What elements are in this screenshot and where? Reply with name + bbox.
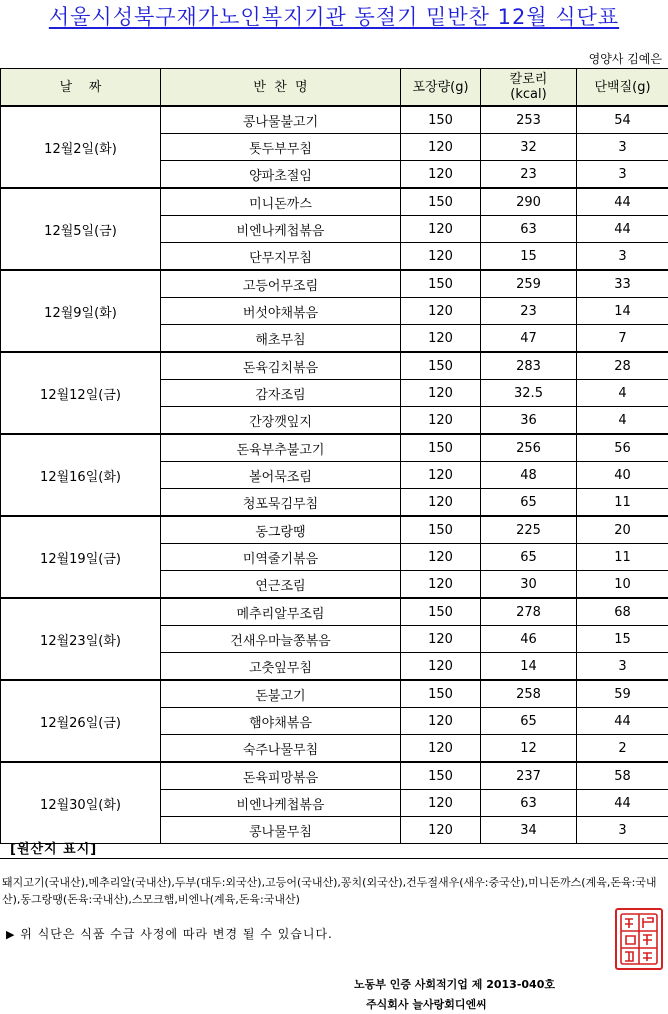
portion-cell: 120	[401, 735, 481, 763]
date-cell: 12월19일(금)	[1, 516, 161, 598]
dish-cell: 볼어묵조림	[161, 462, 401, 489]
protein-cell: 2	[577, 735, 668, 763]
calorie-cell: 15	[481, 243, 577, 271]
arrow-icon: ▶	[6, 928, 16, 941]
portion-cell: 150	[401, 762, 481, 790]
dish-cell: 비엔나케첩볶음	[161, 216, 401, 243]
calorie-cell: 225	[481, 516, 577, 544]
portion-cell: 120	[401, 216, 481, 243]
calorie-cell: 258	[481, 680, 577, 708]
calorie-cell: 253	[481, 106, 577, 134]
calorie-cell: 32	[481, 134, 577, 161]
dish-cell: 버섯야채볶음	[161, 298, 401, 325]
dish-cell: 감자조림	[161, 380, 401, 407]
table-row	[1, 106, 668, 134]
protein-cell: 3	[577, 653, 668, 681]
table-row	[1, 352, 668, 380]
portion-cell: 120	[401, 380, 481, 407]
header-date: 날 짜	[1, 69, 161, 107]
dish-cell: 청포묵김무침	[161, 489, 401, 517]
protein-cell: 4	[577, 380, 668, 407]
calorie-cell: 278	[481, 598, 577, 626]
protein-cell: 44	[577, 708, 668, 735]
menu-table	[0, 68, 668, 844]
dish-cell: 양파초절임	[161, 161, 401, 189]
protein-cell: 28	[577, 352, 668, 380]
portion-cell: 150	[401, 270, 481, 298]
portion-cell: 150	[401, 598, 481, 626]
portion-cell: 120	[401, 708, 481, 735]
portion-cell: 120	[401, 134, 481, 161]
header-calorie	[481, 69, 577, 107]
portion-cell: 150	[401, 434, 481, 462]
origin-divider	[0, 858, 668, 859]
date-cell: 12월16일(화)	[1, 434, 161, 516]
portion-cell: 150	[401, 188, 481, 216]
protein-cell: 20	[577, 516, 668, 544]
dish-cell: 단무지무침	[161, 243, 401, 271]
protein-cell: 10	[577, 571, 668, 599]
calorie-cell: 63	[481, 790, 577, 817]
date-cell: 12월5일(금)	[1, 188, 161, 270]
protein-cell: 4	[577, 407, 668, 435]
table-header-row	[1, 69, 668, 107]
dish-cell: 연근조림	[161, 571, 401, 599]
calorie-cell: 237	[481, 762, 577, 790]
table-row	[1, 516, 668, 544]
portion-cell: 120	[401, 817, 481, 844]
dish-cell: 돈육김치볶음	[161, 352, 401, 380]
date-cell: 12월2일(화)	[1, 106, 161, 188]
header-calorie-line1: 칼로리	[509, 72, 548, 87]
portion-cell: 120	[401, 544, 481, 571]
dish-cell: 돈불고기	[161, 680, 401, 708]
protein-cell: 3	[577, 161, 668, 189]
table-row	[1, 680, 668, 708]
protein-cell: 40	[577, 462, 668, 489]
calorie-cell: 47	[481, 325, 577, 353]
calorie-cell: 14	[481, 653, 577, 681]
notice	[6, 925, 333, 942]
portion-cell: 120	[401, 298, 481, 325]
calorie-cell: 30	[481, 571, 577, 599]
page-title: 서울시성북구재가노인복지기관 동절기 밑반찬 12월 식단표	[48, 5, 620, 29]
menu-body	[1, 106, 668, 844]
calorie-cell: 256	[481, 434, 577, 462]
table-row	[1, 434, 668, 462]
protein-cell: 33	[577, 270, 668, 298]
protein-cell: 54	[577, 106, 668, 134]
table-row	[1, 270, 668, 298]
protein-cell: 44	[577, 188, 668, 216]
date-cell: 12월23일(화)	[1, 598, 161, 680]
notice-text: 위 식단은 식품 수급 사정에 따라 변경 될 수 있습니다.	[20, 927, 333, 941]
dish-cell: 간장깻잎지	[161, 407, 401, 435]
header-dish: 반 찬 명	[161, 69, 401, 107]
origin-text: 돼지고기(국내산),메추리알(국내산),두부(대두:외국산),고등어(국내산),꽁치(외국산),건두절새우(새우:중국산),미니돈까스(계육,돈육:국내산),동그랑땡(돈육:국내산),스모크햄,비엔나(계육,돈육:국내산)	[2, 876, 657, 906]
portion-cell: 150	[401, 106, 481, 134]
portion-cell: 120	[401, 653, 481, 681]
protein-cell: 44	[577, 790, 668, 817]
seal-icon	[617, 910, 661, 968]
calorie-cell: 48	[481, 462, 577, 489]
calorie-cell: 23	[481, 298, 577, 325]
portion-cell: 120	[401, 489, 481, 517]
portion-cell: 120	[401, 161, 481, 189]
dish-cell: 미역줄기볶음	[161, 544, 401, 571]
calorie-cell: 259	[481, 270, 577, 298]
dietitian-name: 영양사 김예은	[588, 52, 662, 66]
protein-cell: 3	[577, 134, 668, 161]
dish-cell: 콩나물무침	[161, 817, 401, 844]
portion-cell: 120	[401, 790, 481, 817]
calorie-cell: 46	[481, 626, 577, 653]
dish-cell: 고춧잎무침	[161, 653, 401, 681]
origin-title: [원산지 표시]	[10, 842, 98, 857]
calorie-cell: 23	[481, 161, 577, 189]
table-row	[1, 188, 668, 216]
calorie-cell: 36	[481, 407, 577, 435]
protein-cell: 3	[577, 243, 668, 271]
calorie-cell: 290	[481, 188, 577, 216]
protein-cell: 56	[577, 434, 668, 462]
calorie-cell: 65	[481, 489, 577, 517]
header-calorie-line2: (kcal)	[510, 87, 547, 102]
dish-cell: 메추리알무조림	[161, 598, 401, 626]
dish-cell: 돈육부추불고기	[161, 434, 401, 462]
protein-cell: 11	[577, 544, 668, 571]
protein-cell: 3	[577, 817, 668, 844]
dish-cell: 건새우마늘쫑볶음	[161, 626, 401, 653]
dish-cell: 해초무침	[161, 325, 401, 353]
dish-cell: 톳두부무침	[161, 134, 401, 161]
protein-cell: 15	[577, 626, 668, 653]
date-cell: 12월26일(금)	[1, 680, 161, 762]
portion-cell: 120	[401, 571, 481, 599]
protein-cell: 11	[577, 489, 668, 517]
portion-cell: 150	[401, 516, 481, 544]
date-cell: 12월30일(화)	[1, 762, 161, 844]
portion-cell: 120	[401, 626, 481, 653]
certification-text: 노동부 인증 사회적기업 제 2013-040호	[354, 978, 555, 991]
protein-cell: 68	[577, 598, 668, 626]
date-cell: 12월9일(화)	[1, 270, 161, 352]
portion-cell: 120	[401, 407, 481, 435]
calorie-cell: 65	[481, 544, 577, 571]
dish-cell: 미니돈까스	[161, 188, 401, 216]
dish-cell: 콩나물불고기	[161, 106, 401, 134]
portion-cell: 150	[401, 352, 481, 380]
header-protein: 단백질(g)	[577, 69, 668, 107]
protein-cell: 59	[577, 680, 668, 708]
table-row	[1, 598, 668, 626]
protein-cell: 7	[577, 325, 668, 353]
portion-cell: 120	[401, 325, 481, 353]
calorie-cell: 283	[481, 352, 577, 380]
dish-cell: 비엔나케첩볶음	[161, 790, 401, 817]
calorie-cell: 34	[481, 817, 577, 844]
protein-cell: 58	[577, 762, 668, 790]
calorie-cell: 63	[481, 216, 577, 243]
company-seal-stamp	[615, 908, 663, 970]
table-row	[1, 762, 668, 790]
calorie-cell: 65	[481, 708, 577, 735]
dish-cell: 숙주나물무침	[161, 735, 401, 763]
dish-cell: 햄야채볶음	[161, 708, 401, 735]
calorie-cell: 12	[481, 735, 577, 763]
calorie-cell: 32.5	[481, 380, 577, 407]
header-portion: 포장량(g)	[401, 69, 481, 107]
portion-cell: 150	[401, 680, 481, 708]
dish-cell: 동그랑땡	[161, 516, 401, 544]
portion-cell: 120	[401, 243, 481, 271]
portion-cell: 120	[401, 462, 481, 489]
protein-cell: 14	[577, 298, 668, 325]
dish-cell: 고등어무조림	[161, 270, 401, 298]
date-cell: 12월12일(금)	[1, 352, 161, 434]
protein-cell: 44	[577, 216, 668, 243]
company-name: 주식회사 늘사랑회디엔씨	[366, 998, 487, 1011]
dish-cell: 돈육피망볶음	[161, 762, 401, 790]
